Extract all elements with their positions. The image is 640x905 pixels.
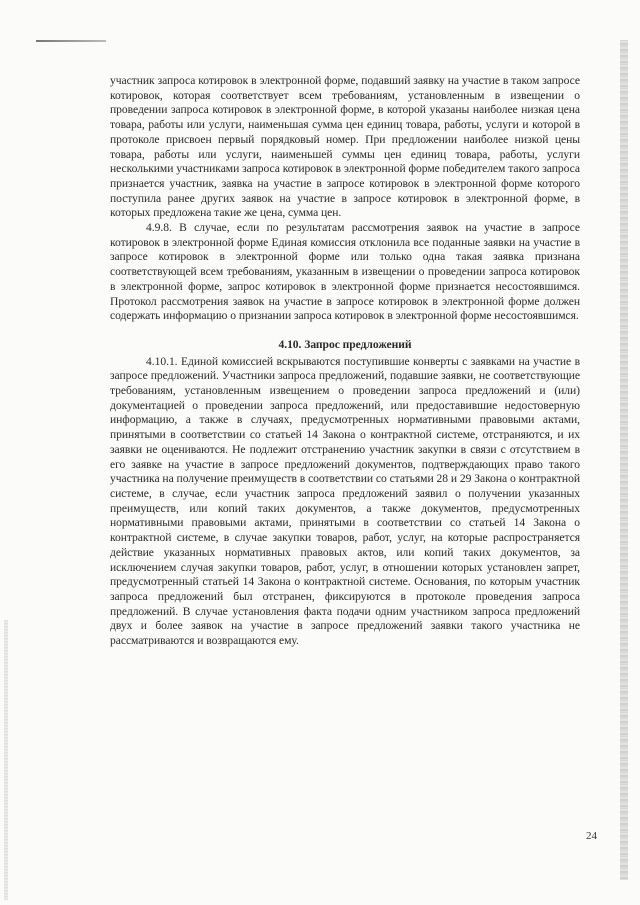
section-heading: 4.10. Запрос предложений xyxy=(278,337,412,351)
scan-artifact-right xyxy=(620,40,628,880)
paragraph-4-10-1: 4.10.1. Единой комиссией вскрываются поступившие конверты с заявками на участие в запросе предложений. Участники запроса предложений, подавшие заявки, не соответствующие требованиям, установленным извещением о проведении запроса предложений и (или) документацией о проведении запроса предложений, или предоставившие недостоверную информацию, а также в случаях, предусмотренных нормативными правовыми актами, принятыми в соответствии со статьей 14 Закона о контрактной системе, отстраняются, и их заявки не оцениваются. Не подлежит отстранению участник закупки в связи с отсутствием в его заявке на участие в запросе предложений документов, подтверждающих право такого участника на получение преимуществ в соответствии со статьями 28 и 29 Закона о контрактной системе, в случае, если участник запроса предложений заявил о получении указанных преимуществ, или копий таких документов, а также документов, предусмотренных нормативными правовыми актами, принятыми в соответствии со статьей 14 Закона о контрактной системе, в случае закупки товаров, работ, услуг, на которые распространяется действие указанных нормативных правовых актов, или копий таких документов, за исключением случая закупки товаров, работ, услуг, в отношении которых установлен запрет, предусмотренный статьей 14 Закона о контрактной системе. Основания, по которым участник запроса предложений был отстранен, фиксируются в протоколе проведения запроса предложений. В случае установления факта подачи одним участником запроса предложений двух и более заявок на участие в запросе предложений заявки такого участника не рассматриваются и возвращаются ему. xyxy=(110,354,580,648)
paragraph-continuation: участник запроса котировок в электронной форме, подавший заявку на участие в таком запросе котировок, которая соответствует всем требованиям, установленным в извещении о проведении запроса котировок в электронной форме, в которой указаны наиболее низкая цена товара, работы или услуги, наименьшая сумма цен единиц товара, работы, услуги и которой в протоколе присвоен первый порядковый номер. При предложении наиболее низкой цены товара, работы или услуги, наименьшей суммы цен единиц товара, работы, услуги несколькими участниками запроса котировок в электронной форме победителем такого запроса признается участник, заявка на участие в запросе котировок в электронной форме которого поступила ранее других заявок на участие в запросе котировок в электронной форме, в которых предложена такие же цена, сумма цен. xyxy=(110,74,580,220)
document-body xyxy=(110,74,580,649)
scan-artifact-left xyxy=(4,620,8,900)
scan-artifact-top xyxy=(36,40,106,42)
paragraph-4-9-8: 4.9.8. В случае, если по результатам рассмотрения заявок на участие в запросе котировок в электронной форме Единая комиссия отклонила все поданные заявки на участие в запросе котировок в электронной форме или только одна такая заявка признана соответствующей всем требованиям, указанным в извещении о проведении запроса котировок в электронной форме, запрос котировок в электронной форме признается несостоявшимся. Протокол рассмотрения заявок на участие в запросе котировок в электронной форме должен содержать информацию о признании запроса котировок в электронной форме несостоявшимся. xyxy=(110,221,580,323)
page-number: 24 xyxy=(586,830,597,842)
